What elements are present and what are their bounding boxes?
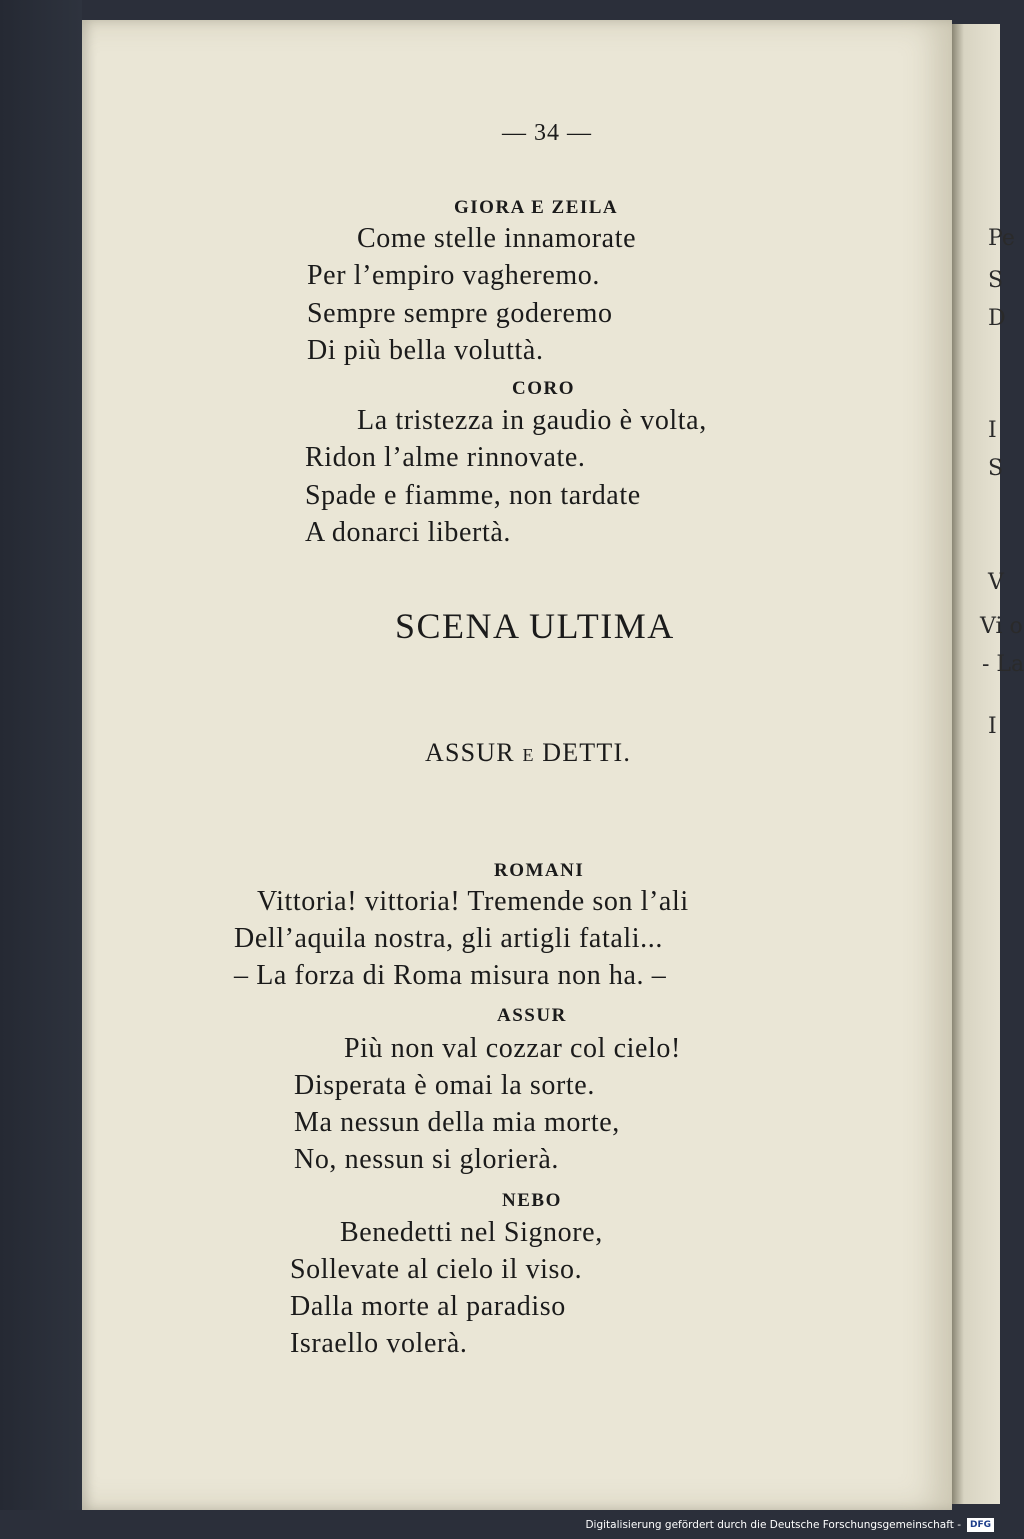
verse-line: La tristezza in gaudio è volta, — [357, 405, 707, 436]
digitization-credit — [585, 1515, 994, 1535]
verse-line: Di più bella voluttà. — [307, 335, 544, 366]
book-page — [82, 20, 952, 1510]
verse-line: Vittoria! vittoria! Tremende son l’ali — [257, 886, 689, 917]
verse-line: Ma nessun della mia morte, — [294, 1107, 620, 1138]
speaker-heading: ASSUR — [497, 1005, 567, 1026]
verse-line: Israello volerà. — [290, 1328, 468, 1359]
footer-bar — [0, 1510, 1000, 1539]
adjacent-page-fragment: Pe — [988, 226, 1015, 251]
page-number: — 34 — — [502, 120, 592, 146]
verse-line: – La forza di Roma misura non ha. – — [234, 960, 667, 991]
speaker-heading: GIORA E ZEILA — [454, 197, 619, 218]
adjacent-page-fragment: I — [988, 418, 997, 443]
verse-line: Dell’aquila nostra, gli artigli fatali... — [234, 923, 663, 954]
verse-line: Dalla morte al paradiso — [290, 1291, 566, 1322]
verse-line: Spade e fiamme, non tardate — [305, 480, 641, 511]
adjacent-page-fragment: D — [988, 306, 1006, 331]
dfg-logo: DFG — [967, 1518, 994, 1532]
scene-title: SCENA ULTIMA — [395, 606, 675, 646]
speaker-heading: CORO — [512, 378, 575, 399]
verse-line: Sollevate al cielo il viso. — [290, 1254, 583, 1285]
adjacent-page-fragment: I — [988, 714, 997, 739]
conjunction: E — [522, 745, 535, 765]
character-name: DETTI. — [542, 738, 632, 767]
verse-line: Benedetti nel Signore, — [340, 1217, 603, 1248]
adjacent-page-fragment: Vi o — [980, 614, 1023, 639]
verse-line: Sempre sempre goderemo — [307, 298, 613, 329]
adjacent-page-fragment: S — [988, 268, 1004, 293]
credit-text: Digitalisierung gefördert durch die Deutsche Forschungsgemeinschaft - — [585, 1519, 961, 1531]
speaker-heading: NEBO — [502, 1190, 562, 1211]
verse-line: Più non val cozzar col cielo! — [344, 1033, 681, 1064]
speaker-heading: ROMANI — [494, 860, 585, 881]
adjacent-page-fragment: S — [988, 456, 1004, 481]
adjacent-page-fragment: - La — [982, 652, 1024, 677]
verse-line: Per l’empiro vagheremo. — [307, 260, 600, 291]
verse-line: Disperata è omai la sorte. — [294, 1070, 595, 1101]
characters-heading — [425, 738, 631, 768]
verse-line: No, nessun si glorierà. — [294, 1144, 559, 1175]
scanner-backdrop — [0, 0, 82, 1539]
adjacent-page-fragment: V — [988, 570, 1004, 595]
adjacent-page-edge — [952, 24, 1024, 1504]
verse-line: A donarci libertà. — [305, 517, 511, 548]
verse-line: Come stelle innamorate — [357, 223, 637, 254]
verse-line: Ridon l’alme rinnovate. — [305, 442, 586, 473]
character-name: ASSUR — [425, 738, 515, 767]
